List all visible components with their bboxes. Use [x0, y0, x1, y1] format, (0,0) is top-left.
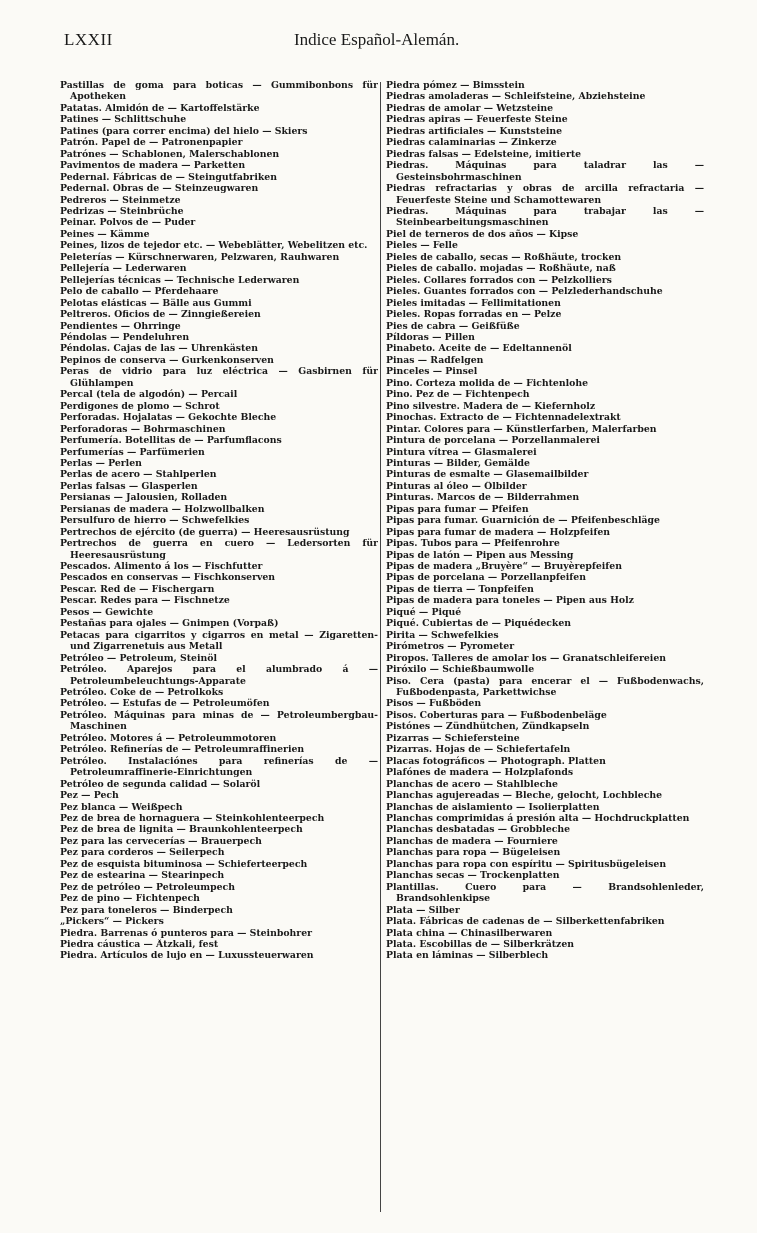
index-entry: Piedras. Máquinas para taladrar las — Gesteinsbohrmaschinen	[386, 160, 704, 183]
index-entry: Perforadas. Hojalatas — Gekochte Bleche	[60, 412, 277, 424]
index-entry: Patines (para correr encima) del hielo — Skiers	[60, 125, 308, 137]
index-entry: Pez de pino — Fichtenpech	[60, 893, 200, 905]
index-entry: Planchas de acero — Stahlbleche	[386, 778, 558, 790]
index-entry: Planchas para ropa con espíritu — Spiritusbügeleisen	[386, 858, 667, 870]
index-entry: Patrón. Papel de — Patronenpapier	[60, 137, 243, 149]
index-entry: Pipas para fumar — Pfeifen	[386, 503, 529, 515]
index-entry: Pez de estearina — Stearinpech	[60, 870, 225, 882]
index-entry: Persianas — Jalousien, Rolladen	[60, 492, 228, 504]
index-entry: Piróxilo — Schießbaumwolle	[386, 664, 535, 676]
index-entry: Pepinos de conserva — Gurkenkonserven	[60, 354, 274, 366]
index-entry: Pedreros — Steinmetze	[60, 194, 181, 206]
index-entry: Piedra pómez — Bimsstein	[386, 80, 525, 91]
index-entry: Piedra. Artículos de lujo en — Luxussteuerwaren	[60, 950, 314, 962]
index-entry: Pipas de porcelana — Porzellanpfeifen	[386, 572, 586, 584]
index-entry: Petróleo. Coke de — Petrolkoks	[60, 687, 224, 699]
index-entry: Piedras calaminarias — Zinkerze	[386, 137, 557, 149]
index-entry: Pieles imitadas — Fellimitationen	[386, 297, 561, 309]
index-entry: Pipas de madera „Bruyère“ — Bruyèrepfeifen	[386, 561, 622, 573]
index-entry: Pescar. Redes para — Fischnetze	[60, 595, 230, 607]
index-entry: Petróleo — Petroleum, Steinöl	[60, 652, 217, 664]
index-entry: Pino. Pez de — Fichtenpech	[386, 389, 530, 401]
index-entry: Planchas para ropa — Bügeleisen	[386, 847, 561, 859]
index-entry: Pieles — Felle	[386, 240, 458, 252]
index-entry: Pinochas. Extracto de — Fichtennadelextrakt	[386, 412, 621, 424]
index-entry: Pez de petróleo — Petroleumpech	[60, 881, 235, 893]
index-entry: Pedrizas — Steinbrüche	[60, 205, 184, 217]
index-entry: Pino. Corteza molida de — Fichtenlohe	[386, 377, 589, 389]
index-entry: Piedras refractarias y obras de arcilla refractaria — Feuerfeste Steine und Schamottewaren	[386, 183, 704, 206]
index-entry: Pez de esquista bituminosa — Schieferteerpech	[60, 858, 308, 870]
index-entry: Perdigones de plomo — Schrot	[60, 400, 220, 412]
index-entry: Pinturas — Bilder, Gemälde	[386, 457, 530, 469]
index-entry: Planchas agujereadas — Bleche, gelocht, Lochbleche	[386, 790, 663, 802]
index-entry: Pieles. Collares forrados con — Pelzkolliers	[386, 274, 612, 286]
index-entry: Pez de brea de lignita — Braunkohlenteerpech	[60, 824, 303, 836]
index-entry: Patines — Schlittschuhe	[60, 114, 187, 126]
index-entry: Petróleo de segunda calidad — Solaröl	[60, 778, 261, 790]
index-entry: Pescados. Alimento á los — Fischfutter	[60, 561, 263, 573]
index-entry: Piqué — Piqué	[386, 606, 462, 618]
index-entry: Pistónes — Zündhütchen, Zündkapseln	[386, 721, 590, 733]
right-column	[386, 80, 704, 962]
index-entry: Plata. Fábricas de cadenas de — Silberkettenfabriken	[386, 916, 665, 928]
index-entry: Pipas. Tubos para — Pfeifenrohre	[386, 538, 560, 550]
page-number: LXXII	[64, 30, 113, 49]
index-entry: Pedernal. Fábricas de — Steingutfabriken	[60, 171, 277, 183]
index-entry: Pez — Pech	[60, 790, 119, 802]
index-entry: Péndolas — Pendeluhren	[60, 331, 190, 343]
index-entry: Pipas para fumar. Guarnición de — Pfeifenbeschläge	[386, 515, 660, 527]
index-entry: Peleterías — Kürschnerwaren, Pelzwaren, Rauhwaren	[60, 251, 340, 263]
index-entry: Pipas para fumar de madera — Holzpfeifen	[386, 526, 610, 538]
index-entry: Perlas falsas — Glasperlen	[60, 480, 198, 492]
index-entry: Piedra cáustica — Ätzkali, fest	[60, 938, 219, 950]
index-entry: Peines — Kämme	[60, 228, 150, 240]
index-entry: Patatas. Almidón de — Kartoffelstärke	[60, 102, 260, 114]
index-entry: Petróleo. Aparejos para el alumbrado á — Petroleumbeleuchtungs-Apparate	[60, 664, 378, 687]
index-entry: Pinturas de esmalte — Glasemailbilder	[386, 469, 589, 481]
index-entry: Peinar. Polvos de — Puder	[60, 217, 196, 229]
index-entry: Pintura vítrea — Glasmalerei	[386, 446, 537, 458]
index-entry: Pino silvestre. Madera de — Kiefernholz	[386, 400, 596, 412]
index-entry: Pipas de latón — Pipen aus Messing	[386, 549, 574, 561]
index-entry: Pirómetros — Pyrometer	[386, 641, 515, 653]
page-header	[64, 30, 704, 54]
index-entry: Piel de terneros de dos años — Kipse	[386, 228, 579, 240]
index-entry: Pendientes — Ohrringe	[60, 320, 181, 332]
index-entry: Pieles de caballo. mojadas — Roßhäute, naß	[386, 263, 616, 275]
index-entry: Pez para las cervecerías — Brauerpech	[60, 835, 262, 847]
index-entry: Percal (tela de algodón) — Percail	[60, 389, 238, 401]
index-entry: „Pickers“ — Pickers	[60, 916, 164, 928]
index-entry: Pastillas de goma para boticas — Gummibonbons für Apotheken	[60, 80, 378, 103]
index-entry: Píldoras — Pillen	[386, 331, 475, 343]
index-entry: Piedras. Máquinas para trabajar las — Steinbearbeitungsmaschinen	[386, 205, 704, 229]
index-entry: Patrónes — Schablonen, Malerschablonen	[60, 148, 280, 160]
index-entry: Perlas de acero — Stahlperlen	[60, 469, 217, 481]
index-entry: Pelotas elásticas — Bälle aus Gummi	[60, 297, 252, 309]
index-entry: Pizarras. Hojas de — Schiefertafeln	[386, 744, 571, 756]
index-entry: Piedra. Barrenas ó punteros para — Steinbohrer	[60, 927, 313, 939]
index-entry: Pez blanca — Weißpech	[60, 801, 183, 813]
index-entry: Pescados en conservas — Fischkonserven	[60, 572, 276, 584]
index-entry: Pinas — Radfelgen	[386, 354, 484, 366]
index-entry: Pinabeto. Aceite de — Edeltannenöl	[386, 343, 572, 355]
index-entry: Piso. Cera (pasta) para encerar el — Fußbodenwachs, Fußbodenpasta, Parkettwichse	[386, 675, 704, 699]
index-entry: Planchas de aislamiento — Isolierplatten	[386, 801, 600, 813]
index-entry: Plata en láminas — Silberblech	[386, 950, 549, 962]
index-entry: Planchas secas — Trockenplatten	[386, 870, 560, 882]
index-entry: Plata — Silber	[386, 904, 460, 916]
index-entry: Piedras artificiales — Kunststeine	[386, 125, 563, 137]
index-entry: Persianas de madera — Holzwollbalken	[60, 503, 265, 515]
index-entry: Pez de brea de hornaguera — Steinkohlenteerpech	[60, 813, 325, 824]
index-entry: Piedras falsas — Edelsteine, imitierte	[386, 148, 582, 160]
index-entry: Persulfuro de hierro — Schwefelkies	[60, 515, 250, 527]
index-entry: Petróleo. — Estufas de — Petroleumöfen	[60, 698, 270, 710]
index-entry: Plata china — Chinasilberwaren	[386, 927, 553, 939]
index-entry: Piedras amoladeras — Schleifsteine, Abziehsteine	[386, 91, 646, 103]
index-entry: Planchas comprimidas á presión alta — Hochdruckplatten	[386, 813, 690, 824]
index-entry: Placas fotográficos — Photograph. Platten	[386, 755, 606, 767]
index-entry: Plafónes de madera — Holzplafonds	[386, 767, 574, 779]
index-entry: Piedras de amolar — Wetzsteine	[386, 102, 554, 114]
index-entry: Planchas de madera — Fourniere	[386, 835, 558, 847]
index-entry: Pipas de tierra — Tonpfeifen	[386, 583, 534, 595]
index-entry: Pez para toneleros — Binderpech	[60, 904, 233, 916]
index-entry: Pieles. Guantes forrados con — Pelzlederhandschuhe	[386, 286, 663, 298]
index-entry: Pinturas al óleo — Ölbilder	[386, 480, 527, 492]
index-entry: Pipas de madera para toneles — Pipen aus Holz	[386, 595, 634, 607]
index-entry: Pinceles — Pinsel	[386, 366, 478, 378]
index-entry: Pies de cabra — Geißfüße	[386, 320, 520, 332]
column-divider	[380, 82, 381, 1212]
index-entry: Pieles. Ropas forradas en — Pelze	[386, 309, 562, 321]
index-entry: Plata. Escobillas de — Silberkrätzen	[386, 938, 574, 950]
index-entry: Pisos — Fußböden	[386, 698, 482, 710]
index-entry: Péndolas. Cajas de las — Uhrenkästen	[60, 343, 258, 355]
index-entry: Pintar. Colores para — Künstlerfarben, Malerfarben	[386, 423, 657, 435]
index-entry: Pertrechos de ejército (de guerra) — Heeresausrüstung	[60, 526, 350, 538]
index-entry: Pesos — Gewichte	[60, 606, 154, 618]
index-entry: Peltreros. Oficios de — Zinngießereien	[60, 309, 261, 321]
index-entry: Perforadoras — Bohrmaschinen	[60, 423, 226, 435]
index-entry: Pisos. Coberturas para — Fußbodenbeläge	[386, 709, 607, 721]
index-entry: Piqué. Cubiertas de — Piquédecken	[386, 618, 572, 630]
index-entry: Piedras apiras — Feuerfeste Steine	[386, 114, 568, 126]
index-entry: Pez para corderos — Seilerpech	[60, 847, 225, 859]
index-entry: Pertrechos de guerra en cuero — Ledersorten für Heeresausrüstung	[60, 538, 378, 561]
index-entry: Piropos. Talleres de amolar los — Granatschleifereien	[386, 652, 666, 664]
index-entry: Plantillas. Cuero para — Brandsohlenleder, Brandsohlenkipse	[386, 881, 704, 905]
index-entry: Perfumería. Botellitas de — Parfumflacons	[60, 435, 282, 447]
index-entry: Pintura de porcelana — Porzellanmalerei	[386, 435, 600, 447]
index-entry: Pelo de caballo — Pferdehaare	[60, 286, 219, 298]
page-title: Indice Español-Alemán.	[294, 30, 460, 49]
index-entry: Pedernal. Obras de — Steinzeugwaren	[60, 183, 259, 195]
index-entry: Pescar. Red de — Fischergarn	[60, 583, 215, 595]
index-entry: Petacas para cigarritos y cigarros en metal — Zigaretten- und Zigarrenetuis aus Metall	[60, 629, 378, 653]
index-entry: Pavimentos de madera — Parketten	[60, 160, 246, 172]
index-entry: Pirita — Schwefelkies	[386, 629, 499, 641]
index-entry: Peines, lizos de tejedor etc. — Webeblätter, Webelitzen etc.	[60, 240, 368, 252]
index-entry: Planchas desbatadas — Grobbleche	[386, 824, 571, 836]
index-entry: Pellejería — Lederwaren	[60, 263, 187, 275]
index-entry: Petróleo. Motores á — Petroleummotoren	[60, 732, 277, 744]
index-entry: Perfumerías — Parfümerien	[60, 446, 205, 458]
index-entry: Pieles de caballo, secas — Roßhäute, trocken	[386, 251, 622, 263]
index-entry: Pellejerías técnicas — Technische Lederwaren	[60, 274, 300, 286]
index-entry: Petróleo. Instalaciónes para refinerías de — Petroleumraffinerie-Einrichtungen	[60, 755, 378, 779]
index-entry: Pizarras — Schiefersteine	[386, 732, 520, 744]
index-entry: Pinturas. Marcos de — Bilderrahmen	[386, 492, 580, 504]
left-column	[60, 80, 378, 962]
index-entry: Pestañas para ojales — Gnimpen (Vorpaß)	[60, 618, 279, 630]
index-entry: Perlas — Perlen	[60, 457, 142, 469]
index-entry: Peras de vidrio para luz eléctrica — Gasbirnen für Glühlampen	[60, 366, 378, 389]
index-entry: Petróleo. Máquinas para minas de — Petroleumbergbau-Maschinen	[60, 709, 378, 733]
index-entry: Petróleo. Refinerías de — Petroleumraffinerien	[60, 744, 305, 756]
